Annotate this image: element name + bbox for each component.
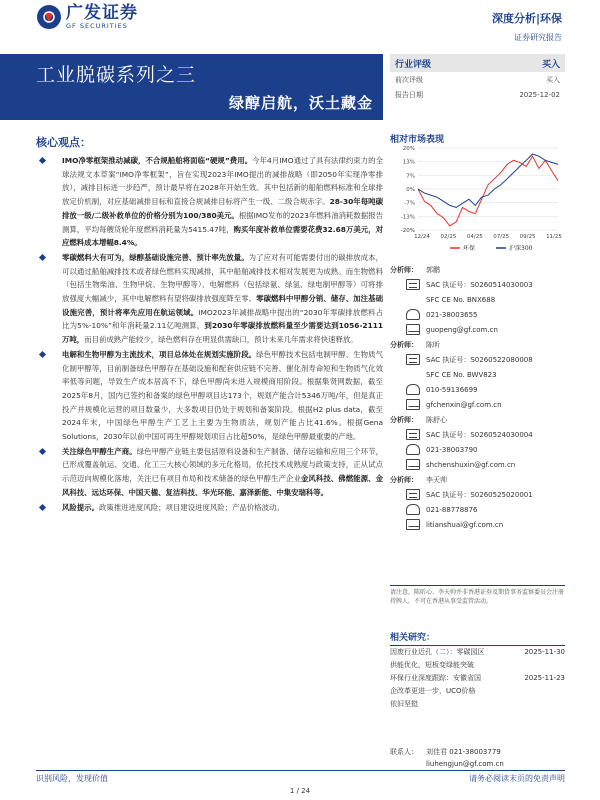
page-number: 1 / 24 (289, 787, 311, 795)
email-icon (406, 399, 420, 410)
bullet-text: 为了应对有可能需要付出的碳排放成本，可以通过船舶减排技术或者绿色燃料实现减排，其中船舶减排技术相对发展更为成熟。而生物燃料（包括生物柴油、生物甲烷、生物甲醇等）、电解燃料（包括绿氨、绿氢、绿电制甲醇等）可将排放强度大幅减少，其中电解燃料有望将碳排放强度降至零。 (62, 252, 383, 304)
logo-subtext: GF SECURITIES (66, 22, 128, 30)
x-tick-label: 04/25 (466, 234, 483, 240)
related-item[interactable] (390, 685, 565, 698)
bullet-text: 绿色甲醇产业链主要包括原料设备和生产制备、储存运输和应用三个环节，已形成覆盖航运、交通、化工三大核心领域的多元化格局，依托技术成熟度与政策支持，正从试点示范迈向规模化落地，关注已有项目布局和技术储备的绿色甲醇生产企业 (62, 446, 383, 484)
y-tick-label: -13% (400, 214, 415, 221)
logo (36, 4, 138, 30)
related-text: 依旧坚挺 (390, 700, 418, 708)
x-tick-label: 07/25 (493, 234, 510, 240)
analyst-sac: SAC 执证号：S0260525020001 (426, 490, 533, 499)
analyst-list (390, 262, 565, 532)
analyst-sfc: SFC CE No. BWV823 (426, 370, 497, 379)
prev-rating-label: 前次评级 (395, 75, 423, 84)
analyst-label: 分析师： (390, 475, 418, 484)
phone-icon (406, 444, 420, 455)
related-item[interactable] (390, 672, 565, 685)
bullet-bold: 购买年度补救单位需要花费32.68万美元，对应燃料成本增幅8.4%。 (62, 224, 383, 248)
contact-phone: 021-38003779 (449, 748, 501, 756)
phone-icon (406, 309, 420, 320)
bullet-bold: 到2030年零碳排放燃料量至少需要达到1056-2111万吨， (62, 321, 383, 345)
y-tick-label: 13% (402, 159, 415, 166)
analyst-1 (390, 262, 565, 337)
core-points-title: 核心观点： (36, 136, 91, 149)
core-points (36, 154, 383, 515)
related-text: 企改革更进一步，UCO价格 (390, 687, 476, 695)
x-tick-label: 12/24 (414, 234, 430, 240)
related-text: 供能优化，短板变绿能突破 (390, 661, 474, 669)
report-date-label: 报告日期 (395, 90, 423, 99)
analyst-email[interactable]: gfchenxin@gf.com.cn (426, 400, 502, 409)
series-title: 工业脱碳系列之三 (36, 64, 197, 86)
rating-label: 行业评级 (395, 59, 432, 70)
bullet-2 (36, 251, 383, 347)
bullet-bold: 关注绿色甲醇生产商。 (62, 446, 137, 456)
analyst-label: 分析师： (390, 340, 418, 349)
chart-title: 相对市场表现 (390, 135, 445, 145)
id-card-icon (406, 489, 420, 500)
logo-text: 广发证券 (66, 3, 138, 23)
phone-icon (406, 504, 420, 515)
analyst-4 (390, 472, 565, 532)
bullet-bold: 28-30年每吨碳排放一级/二级补救单位的价格分别为100/380美元。 (62, 197, 383, 220)
series-line-环保 (418, 156, 558, 226)
analyst-sac: SAC 执证号：S0260514030003 (426, 280, 533, 289)
analyst-phone: 010-59136699 (426, 385, 478, 394)
y-tick-label: 0% (406, 187, 415, 193)
contact (390, 746, 565, 770)
id-card-icon (406, 354, 420, 365)
related-date: 2025-11-30 (524, 648, 565, 656)
y-tick-label: -20% (400, 228, 415, 234)
analyst-email[interactable]: guopeng@gf.com.cn (426, 325, 498, 334)
analyst-sfc: SFC CE No. BNX688 (426, 295, 496, 304)
title-banner (0, 54, 383, 120)
x-tick-label: 09/25 (519, 234, 536, 240)
bullet-bold: 风险提示。 (62, 502, 99, 512)
bullet-bold: 零碳燃料大有可为，绿醇基础设施完善、预计率先放量。 (62, 252, 249, 262)
related-item[interactable] (390, 646, 565, 659)
email-icon (406, 459, 420, 470)
contact-email[interactable]: liuhengjun@gf.com.cn (426, 760, 504, 768)
report-category: 深度分析|环保 (491, 12, 562, 25)
related-research-list (390, 646, 565, 711)
analyst-name: 陈昕 (426, 340, 440, 349)
report-title: 绿醇启航，沃土藏金 (228, 94, 373, 112)
legend-label: 沪深300 (509, 245, 533, 252)
phone-icon (406, 384, 420, 395)
report-date-value: 2025-12-02 (519, 90, 560, 99)
footer-slogan: 识别风险，发现价值 (36, 774, 108, 783)
analyst-name: 陈舒心 (426, 415, 447, 424)
prev-rating-value: 买入 (546, 75, 560, 84)
bullet-5 (36, 501, 383, 515)
analyst-label: 分析师： (390, 265, 418, 274)
analyst-sac: SAC 执证号：S0260524030004 (426, 430, 533, 439)
x-tick-label: 02/25 (440, 234, 457, 240)
bullet-text: 政策推进进度风险；项目建设进度风险；产品价格波动。 (98, 502, 284, 512)
related-text: 环保行业深度跟踪：安徽省国 (390, 674, 481, 682)
analyst-name: 郭鹏 (426, 265, 440, 274)
bullet-text: 而目前成熟产能较少，绿色燃料存在明显供需缺口，预计未来几年需求将快速释放。 (84, 335, 358, 345)
rating-box (390, 54, 565, 102)
analyst-3 (390, 412, 565, 472)
id-card-icon (406, 429, 420, 440)
bullet-bold: IMO净零框架推动减碳，不合规船舶将面临“硬规”费用。 (62, 156, 253, 165)
license-note: 请注意，陈昕心、李天帅并非香港证券及期货事务监察委员会注册持牌人，不可在香港从事受监管活动。 (390, 585, 565, 606)
id-card-icon (406, 279, 420, 290)
analyst-label: 分析师： (390, 415, 418, 424)
y-tick-label: -7% (404, 200, 415, 207)
series-line-沪深300 (418, 154, 558, 207)
related-date: 2025-11-23 (524, 674, 565, 682)
analyst-email[interactable]: shchenshuxin@gf.com.cn (426, 460, 516, 469)
bullet-text: 绿色甲醇技术包括电制甲醇、生物质气化制甲醇等，目前制备绿色甲醇存在基础设施和配套供应链不完善、催化剂寿命短和生物质气化效率低等问题，导致生产成本居高不下，绿色甲醇尚未进入规模商用阶段。根据集贤网数据，截至2025年8月，国内已签约和备案的绿色甲醇项目达173个，规划产能合计5346万吨/年，但是真正投产并规模化运营的项目数量少，大多数项目仍处于规划和备案阶段。根据H2 plus data，截至2024年末，中国绿色甲醇生产工艺上主要为生物质法，规划产能占比41.6%。根据Gena Solutions，2030年以前中国可再生甲醇规划项目占比超50%，是绿色甲醇最重要的产地。 (62, 349, 383, 442)
email-icon (406, 519, 420, 530)
analyst-name: 李天帅 (426, 475, 447, 484)
bullet-text: IMO2023年减排战略中提出的“2030年零碳排放燃料占比为5%-10%”和年消耗量2.11亿吨测算， (62, 307, 383, 331)
bullet-text: 今年4月IMO通过了具有法律约束力的全球法规文本草案“IMO净零框架”，旨在实现2023年IMO提出的减排战略（即2050年实现净零排放），减排目标进一步趋严，预计最早将在2028年开始生效。其中包括新的船舶燃料标准和全球排放定价机制，对应基础减排目标和直接合规减排目标将产生一级、二级合规赤字。 (62, 156, 383, 207)
footer-divider (36, 770, 565, 771)
contact-label: 联系人： (390, 748, 418, 756)
bullet-bold: 零碳燃料中甲醇分销、储存、加注基础设施完善，预计将率先应用在航运领域。 (62, 294, 383, 317)
related-research-title: 相关研究： (390, 630, 565, 646)
rating-value: 买入 (541, 59, 560, 70)
email-icon (406, 324, 420, 335)
related-item[interactable] (390, 698, 565, 711)
related-text: 因废行业近孔（二）：零碳园区 (390, 648, 485, 656)
relative-performance-chart (390, 142, 565, 257)
analyst-2 (390, 337, 565, 412)
bullet-1 (36, 154, 383, 250)
contact-name: 刘佳君 (426, 748, 447, 756)
bullet-bold: 电解和生物甲醇为主流技术，项目总体处在规划实施阶段。 (62, 349, 257, 359)
analyst-phone: 021-88778876 (426, 505, 478, 514)
bullet-4 (36, 445, 383, 500)
bullet-bold: 金风科技、佛燃能源、金风科技、远达环保、中国天楹、复洁科技、华光环能、嘉泽新能、中集安瑞科等。 (62, 474, 383, 497)
gf-logo-icon (36, 4, 62, 30)
analyst-sac: SAC 执证号：S0260522080008 (426, 355, 533, 364)
report-type: 证券研究报告 (514, 33, 562, 42)
analyst-email[interactable]: litianshuai@gf.com.cn (426, 520, 504, 529)
y-tick-label: 7% (406, 173, 415, 180)
related-item[interactable] (390, 659, 565, 672)
analyst-phone: 021-38003790 (426, 445, 478, 454)
bullet-3 (36, 348, 383, 444)
analyst-phone: 021-38003655 (426, 310, 478, 319)
x-tick-label: 11/25 (546, 234, 562, 240)
legend-label: 环保 (463, 245, 476, 252)
y-tick-label: 20% (402, 146, 415, 152)
bullet-text: 根据IMO发布的2023年燃料油消耗数据报告测算，平均每艘货轮年度燃料消耗量为5415.47吨， (62, 210, 383, 234)
footer-disclaimer: 请务必阅读末页的免责声明 (469, 774, 565, 783)
